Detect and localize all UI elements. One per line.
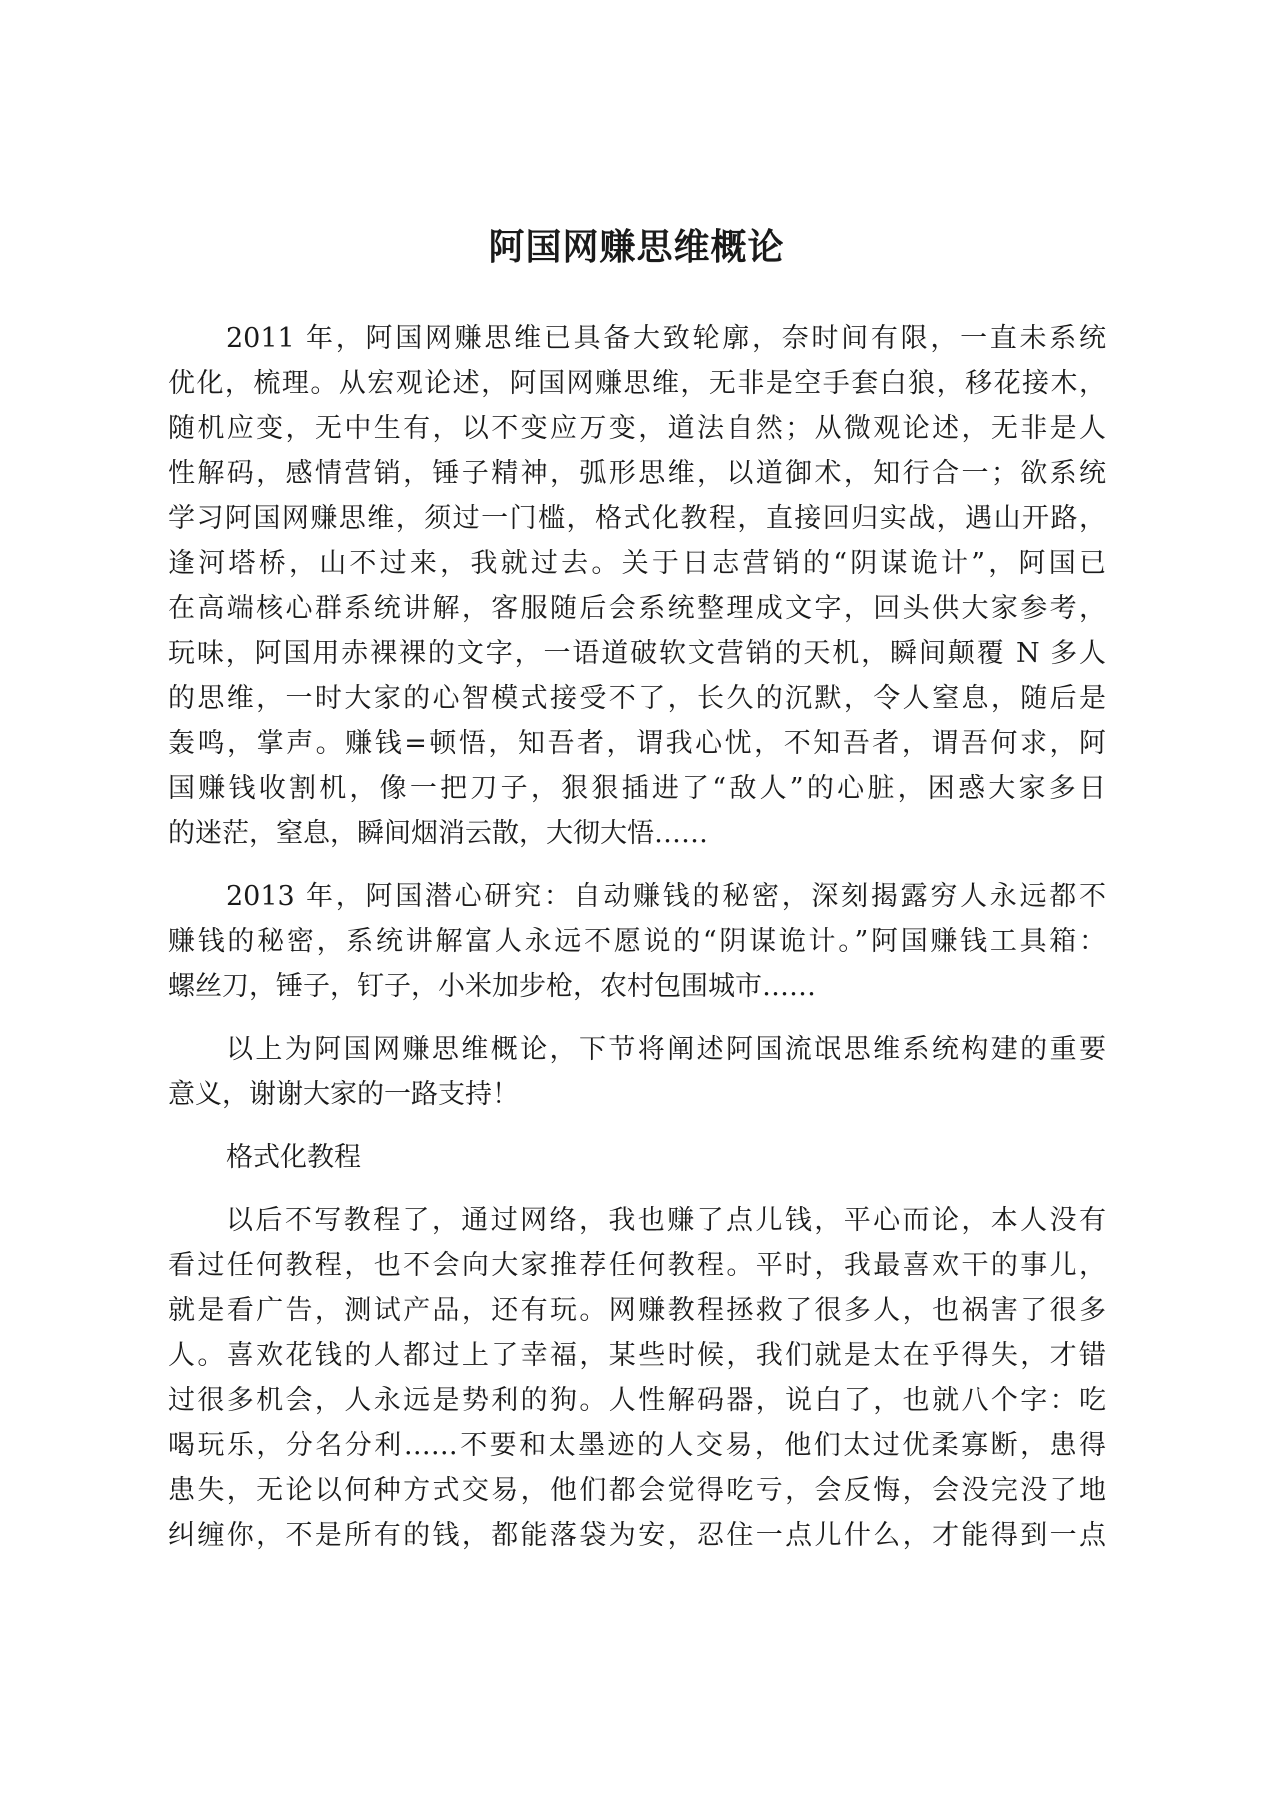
text-line: 赚钱的秘密，系统讲解富人永远不愿说的“阴谋诡计。”阿国赚钱工具箱：: [168, 926, 1106, 957]
paragraph-2013: [168, 874, 1106, 1009]
text-line: 性解码，感情营销，锤子精神，弧形思维，以道御术，知行合一；欲系统: [168, 458, 1106, 489]
paragraph-2011: [168, 316, 1106, 856]
text-line: 在高端核心群系统讲解，客服随后会系统整理成文字，回头供大家参考，: [168, 593, 1106, 624]
text-line: 随机应变，无中生有，以不变应万变，道法自然；从微观论述，无非是人: [168, 413, 1106, 444]
text-line: 人。喜欢花钱的人都过上了幸福，某些时候，我们就是太在乎得失，才错: [168, 1340, 1106, 1371]
section-heading: [168, 1135, 1106, 1180]
text-line: 国赚钱收割机，像一把刀子，狠狠插进了“敌人”的心脏，困惑大家多日: [168, 773, 1106, 804]
text-line: 2011 年，阿国网赚思维已具备大致轮廓，奈时间有限，一直未系统: [226, 323, 1106, 354]
text-line: 意义，谢谢大家的一路支持！: [168, 1079, 519, 1110]
paragraph-summary: [168, 1027, 1106, 1117]
text-line: 格式化教程: [226, 1142, 361, 1173]
text-line: 患失，无论以何种方式交易，他们都会觉得吃亏，会反悔，会没完没了地: [168, 1475, 1106, 1506]
text-line: 玩味，阿国用赤裸裸的文字，一语道破软文营销的天机，瞬间颠覆 N 多人: [168, 638, 1106, 669]
text-line: 逢河塔桥，山不过来，我就过去。关于日志营销的“阴谋诡计”，阿国已: [168, 548, 1106, 579]
paragraph-tutorial: [168, 1198, 1106, 1558]
text-line: 过很多机会，人永远是势利的狗。人性解码器，说白了，也就八个字：吃: [168, 1385, 1106, 1416]
text-line: 螺丝刀，锤子，钉子，小米加步枪，农村包围城市……: [168, 971, 816, 1002]
text-line: 优化，梳理。从宏观论述，阿国网赚思维，无非是空手套白狼，移花接木，: [168, 368, 1106, 399]
page-title: 阿国网赚思维概论: [488, 227, 785, 268]
text-line: 以上为阿国网赚思维概论，下节将阐述阿国流氓思维系统构建的重要: [226, 1034, 1106, 1065]
text-line: 看过任何教程，也不会向大家推荐任何教程。平时，我最喜欢干的事儿，: [168, 1250, 1106, 1281]
text-line: 喝玩乐，分名分利……不要和太墨迹的人交易，他们太过优柔寡断，患得: [168, 1430, 1106, 1461]
text-line: 的思维，一时大家的心智模式接受不了，长久的沉默，令人窒息，随后是: [168, 683, 1106, 714]
text-line: 纠缠你，不是所有的钱，都能落袋为安，忍住一点儿什么，才能得到一点: [168, 1520, 1106, 1551]
text-line: 以后不写教程了，通过网络，我也赚了点儿钱，平心而论，本人没有: [226, 1205, 1106, 1236]
text-line: 2013 年，阿国潜心研究：自动赚钱的秘密，深刻揭露穷人永远都不: [226, 881, 1106, 912]
document-body: [168, 316, 1106, 1576]
text-line: 就是看广告，测试产品，还有玩。网赚教程拯救了很多人，也祸害了很多: [168, 1295, 1106, 1326]
text-line: 轰鸣，掌声。赚钱=顿悟，知吾者，谓我心忧，不知吾者，谓吾何求，阿: [168, 728, 1106, 759]
text-line: 学习阿国网赚思维，须过一门槛，格式化教程，直接回归实战，遇山开路，: [168, 503, 1106, 534]
text-line: 的迷茫，窒息，瞬间烟消云散，大彻大悟……: [168, 818, 708, 849]
